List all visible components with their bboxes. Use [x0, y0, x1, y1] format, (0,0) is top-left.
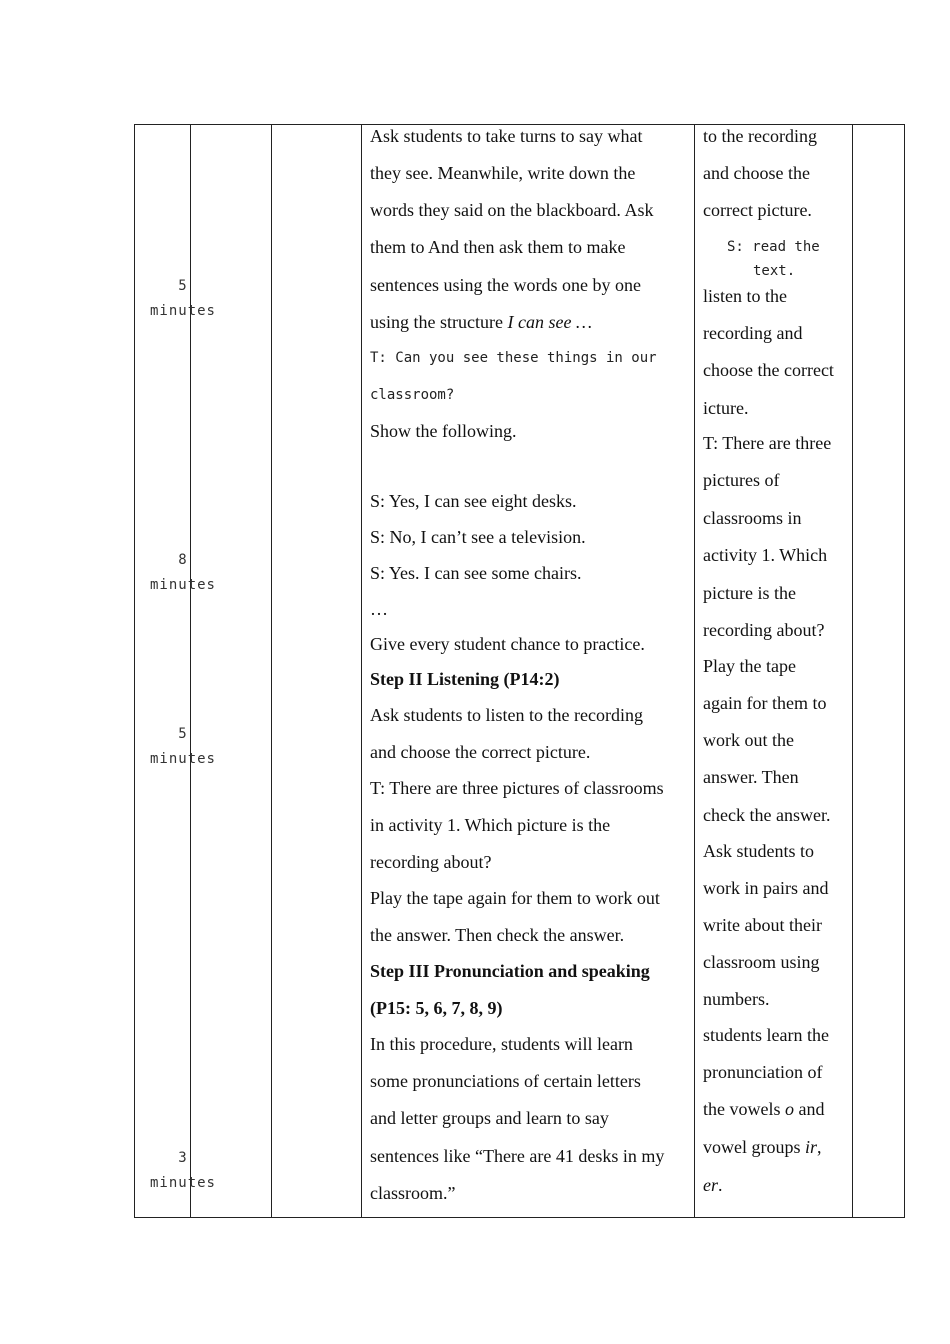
- activity-line: write about their: [703, 915, 822, 935]
- procedure-line: and choose the correct picture.: [370, 742, 591, 762]
- time-label: [140, 274, 226, 324]
- procedure-line: T: There are three pictures of classrooms: [370, 778, 664, 798]
- activity-line: T: There are three: [703, 433, 832, 453]
- student-answer: S: No, I can’t see a television.: [370, 527, 586, 547]
- vowel-group: ir: [805, 1137, 818, 1157]
- time-label: [140, 722, 226, 772]
- time-unit: minutes: [149, 1175, 216, 1191]
- procedure-line: classroom.”: [370, 1183, 456, 1203]
- time-unit: minutes: [149, 303, 216, 319]
- activity-text: and: [793, 1099, 825, 1119]
- procedure-line: Ask students to listen to the recording: [370, 705, 643, 725]
- procedure-line: the answer. Then check the answer.: [370, 925, 625, 945]
- activity-line: recording and: [703, 323, 803, 343]
- procedure-line: Give every student chance to practice.: [370, 634, 645, 654]
- teacher-question: classroom?: [370, 387, 455, 403]
- time-unit: minutes: [149, 751, 216, 767]
- procedure-line: Show the following.: [370, 421, 517, 441]
- structure-prefix: using the structure: [370, 312, 508, 332]
- procedure-line: Play the tape again for them to work out: [370, 888, 660, 908]
- student-answer: S: Yes. I can see some chairs.: [370, 563, 582, 583]
- activity-line: Ask students to: [703, 841, 815, 861]
- step-heading: (P15: 5, 6, 7, 8, 9): [370, 998, 503, 1018]
- time-label: [140, 548, 226, 598]
- column-divider: [271, 125, 272, 1217]
- activity-line: check the answer.: [703, 805, 831, 825]
- procedure-line: sentences like “There are 41 desks in my: [370, 1146, 665, 1166]
- time-value: 5: [178, 278, 188, 294]
- time-value: 5: [178, 726, 188, 742]
- activity-text: the vowels: [703, 1099, 785, 1119]
- activity-line: and choose the: [703, 163, 810, 183]
- activity-line: classrooms in: [703, 508, 802, 528]
- activity-line: Play the tape: [703, 656, 796, 676]
- time-unit: minutes: [149, 577, 216, 593]
- activity-line: students learn the: [703, 1025, 829, 1045]
- procedure-line: [370, 312, 592, 333]
- activity-line: activity 1. Which: [703, 545, 828, 565]
- activity-line: answer. Then: [703, 767, 799, 787]
- procedure-line: sentences using the words one by one: [370, 275, 641, 295]
- activity-line: choose the correct: [703, 360, 834, 380]
- activity-line: pronunciation of: [703, 1062, 823, 1082]
- vowel-letter: o: [784, 1099, 794, 1119]
- structure-italic: I can see …: [507, 312, 592, 332]
- procedure-line: In this procedure, students will learn: [370, 1034, 633, 1054]
- activity-line: work in pairs and: [703, 878, 829, 898]
- procedure-line: them to And then ask them to make: [370, 237, 626, 257]
- activity-line: pictures of: [703, 470, 780, 490]
- time-value: 3: [178, 1150, 188, 1166]
- procedure-line: Ask students to take turns to say what: [370, 126, 643, 146]
- procedure-line: in activity 1. Which picture is the: [370, 815, 611, 835]
- procedure-line: some pronunciations of certain letters: [370, 1071, 641, 1091]
- column-divider: [694, 125, 695, 1217]
- activity-line: listen to the: [703, 286, 787, 306]
- student-action: text.: [753, 263, 796, 279]
- activity-line: picture is the: [703, 583, 796, 603]
- procedure-line: they see. Meanwhile, write down the: [370, 163, 636, 183]
- step-heading: Step II Listening (P14:2): [370, 669, 560, 689]
- vowel-group: er: [703, 1175, 718, 1195]
- activity-line: to the recording: [703, 126, 817, 146]
- procedure-line: recording about?: [370, 852, 492, 872]
- procedure-line: words they said on the blackboard. Ask: [370, 200, 654, 220]
- student-action: S: read the: [727, 239, 820, 255]
- activity-text: ,: [817, 1137, 822, 1157]
- activity-line: work out the: [703, 730, 794, 750]
- activity-line: [703, 1137, 822, 1158]
- activity-line: [703, 1099, 824, 1120]
- activity-text: vowel groups: [703, 1137, 805, 1157]
- activity-line: classroom using: [703, 952, 820, 972]
- time-value: 8: [178, 552, 188, 568]
- teacher-question: T: Can you see these things in our: [370, 350, 657, 366]
- student-answer: S: Yes, I can see eight desks.: [370, 491, 577, 511]
- activity-line: correct picture.: [703, 200, 812, 220]
- step-heading: Step III Pronunciation and speaking: [370, 961, 650, 981]
- activity-line: again for them to: [703, 693, 827, 713]
- activity-text: .: [718, 1175, 723, 1195]
- activity-line: icture.: [703, 398, 749, 418]
- ellipsis: …: [370, 599, 388, 619]
- procedure-line: and letter groups and learn to say: [370, 1108, 609, 1128]
- column-divider: [361, 125, 362, 1217]
- activity-line: numbers.: [703, 989, 770, 1009]
- activity-line: recording about?: [703, 620, 825, 640]
- time-label: [140, 1146, 226, 1196]
- column-divider: [852, 125, 853, 1217]
- activity-line: [703, 1175, 723, 1196]
